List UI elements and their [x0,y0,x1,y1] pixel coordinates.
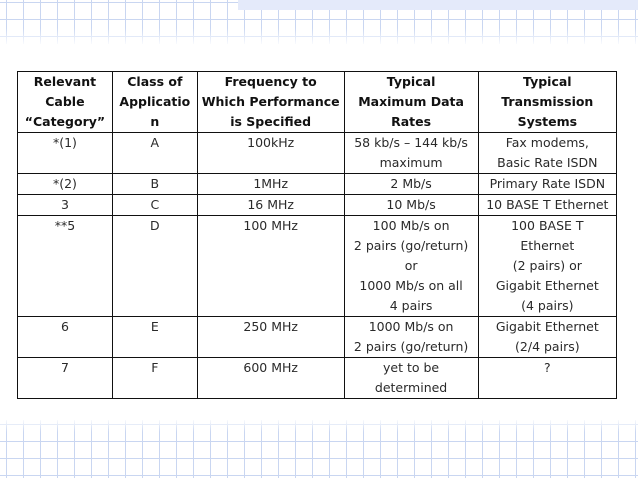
systems-cell [478,174,616,195]
header-line: Typical [386,74,436,89]
header-line: Relevant [33,74,97,89]
class-cell [112,174,197,195]
frequency-cell [197,133,344,174]
cell-line: **5 [54,218,76,233]
cell-line: C [150,197,160,212]
frequency-cell [197,174,344,195]
cell-line: 100kHz [247,135,295,150]
category-cell [18,133,113,174]
category-cell [18,195,113,216]
cell-line: Primary Rate ISDN [489,176,606,191]
header-line: Which Performance [201,94,340,109]
header-line: Transmission [501,94,594,109]
header-line: Applicatio [119,94,191,109]
data-rate-cell [344,174,478,195]
frequency-cell [197,358,344,399]
cell-line: 100 MHz [243,218,298,233]
frequency-cell [197,195,344,216]
class-cell [112,358,197,399]
cell-line: 2 pairs (go/return) [353,238,469,253]
cell-line: Ethernet [520,238,575,253]
cell-line: 2 Mb/s [390,176,432,191]
cell-line: 6 [60,319,69,334]
cable-category-table [17,71,617,399]
cell-line: F [151,360,159,375]
cell-line: determined [374,380,448,395]
data-rate-cell [344,216,478,317]
table-row [18,317,617,358]
data-rate-cell [344,195,478,216]
header-line: Cable [45,94,85,109]
frequency-cell [197,216,344,317]
header-row [18,72,617,133]
cell-line: 1000 Mb/s on all [359,278,463,293]
cell-line: *(2) [52,176,77,191]
frequency-cell [197,317,344,358]
cell-line: ? [544,360,551,375]
category-cell [18,358,113,399]
header-data-rate [344,72,478,133]
header-band [238,0,638,10]
cell-line: 2 pairs (go/return) [353,339,469,354]
header-line: is Specified [230,114,312,129]
cell-line: yet to be [383,360,440,375]
systems-cell [478,317,616,358]
table-body [18,133,617,399]
cell-line: Gigabit Ethernet [495,319,599,334]
cell-line: 58 kb/s – 144 kb/s [354,135,468,150]
cell-line: (2 pairs) or [512,258,582,273]
header-line: Class of [127,74,183,89]
systems-cell [478,195,616,216]
grid-fade-top [0,28,638,46]
class-cell [112,133,197,174]
table-row [18,174,617,195]
header-line: Frequency to [224,74,317,89]
header-category [18,72,113,133]
cell-line: D [150,218,160,233]
header-line: n [150,114,160,129]
cell-line: 600 MHz [243,360,298,375]
cell-line: Fax modems, [505,135,589,150]
cell-line: 7 [60,360,69,375]
systems-cell [478,216,616,317]
header-frequency [197,72,344,133]
cell-line: Basic Rate ISDN [497,155,598,170]
cell-line: (2/4 pairs) [515,339,580,354]
cell-line: 10 Mb/s [386,197,436,212]
cell-line: 100 Mb/s on [372,218,450,233]
cell-line: 1MHz [253,176,289,191]
header-line: Typical [523,74,572,89]
cell-line: 16 MHz [247,197,294,212]
data-rate-cell [344,358,478,399]
category-cell [18,174,113,195]
cell-line: 100 BASE T [511,218,584,233]
table-row [18,358,617,399]
data-rate-cell [344,317,478,358]
header-line: Systems [517,114,578,129]
header-line: Rates [391,114,432,129]
systems-cell [478,133,616,174]
cell-line: 1000 Mb/s on [368,319,454,334]
table-header [18,72,617,133]
class-cell [112,195,197,216]
header-line: Maximum Data [358,94,464,109]
cell-line: 250 MHz [243,319,298,334]
header-line: “Category” [24,114,106,129]
cell-line: B [150,176,160,191]
class-cell [112,317,197,358]
cell-line: or [404,258,418,273]
data-rate-cell [344,133,478,174]
cell-line: (4 pairs) [521,298,574,313]
cell-line: E [150,319,159,334]
systems-cell [478,358,616,399]
header-class [112,72,197,133]
table-row [18,216,617,317]
cell-line: *(1) [52,135,77,150]
cell-line: 4 pairs [389,298,433,313]
header-systems [478,72,616,133]
cell-line: A [150,135,160,150]
cell-line: 3 [60,197,69,212]
table-row [18,195,617,216]
category-cell [18,317,113,358]
cell-line: 10 BASE T Ethernet [486,197,609,212]
category-cell [18,216,113,317]
cell-line: maximum [379,155,443,170]
table-row [18,133,617,174]
grid-fade-bottom [0,418,638,432]
class-cell [112,216,197,317]
cell-line: Gigabit Ethernet [495,278,599,293]
